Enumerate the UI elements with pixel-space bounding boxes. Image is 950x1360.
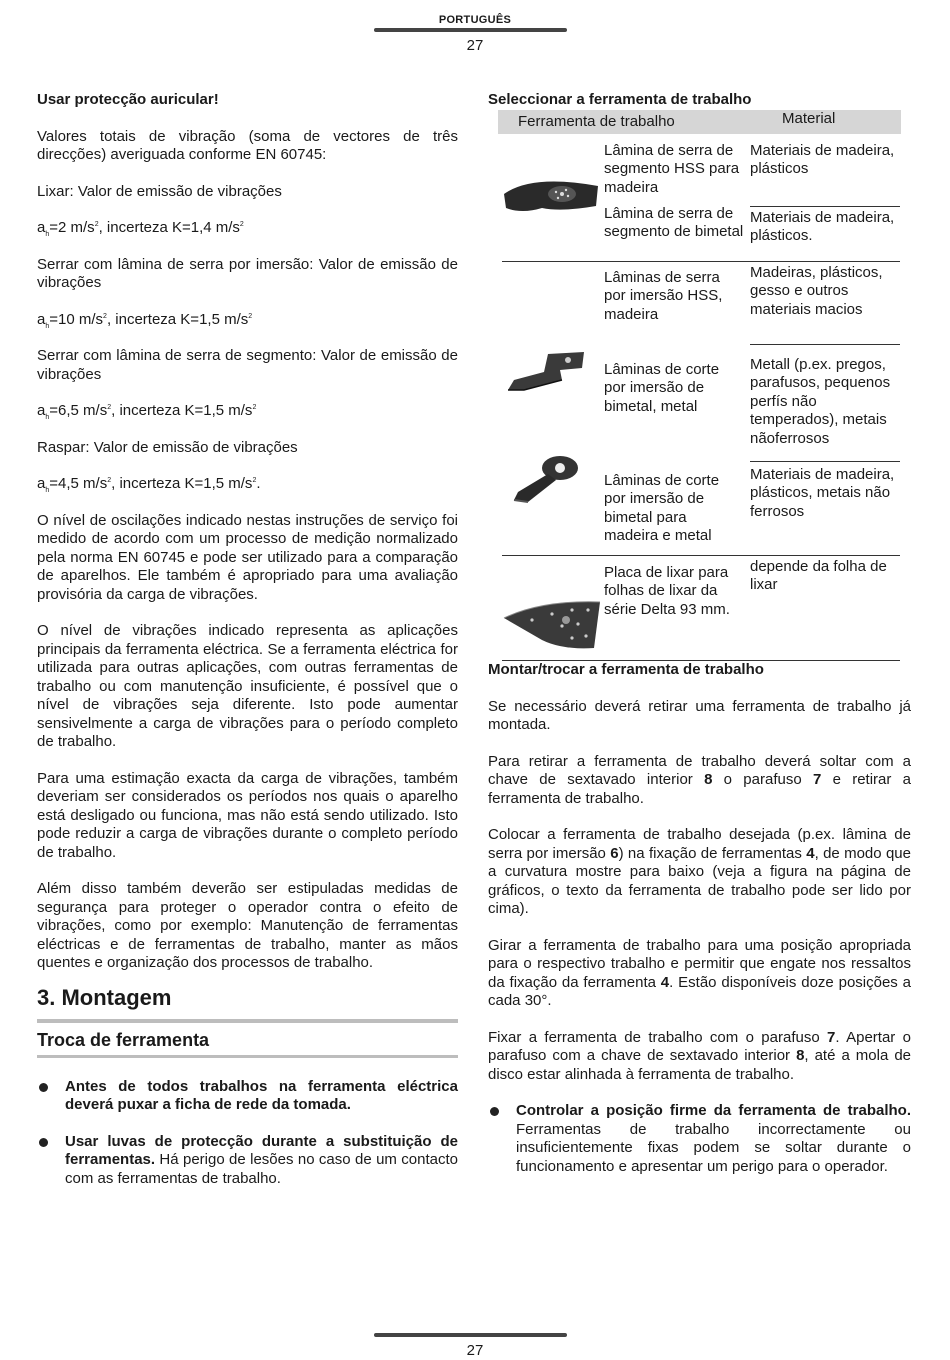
bullet-unplug: Antes de todos trabalhos na ferramenta eléctrica deverá puxar a ficha de rede da tomada. <box>37 1078 458 1115</box>
delta-sanding-plate-icon <box>502 596 602 652</box>
table-row-divider <box>750 206 900 207</box>
plunge-blade-hss-icon <box>504 350 588 396</box>
table-row-divider <box>750 344 900 345</box>
mount-section <box>488 661 911 1194</box>
tool-table <box>502 134 898 674</box>
subsection-rule <box>37 1055 458 1058</box>
header-rule <box>374 28 567 32</box>
vibration-intro: Valores totais de vibração (soma de vectores de três direcções) averiguada conforme EN 60745: <box>37 127 458 163</box>
bullet-dot-icon <box>39 1083 48 1092</box>
col-material-header: Material <box>782 109 836 127</box>
table-header <box>498 110 901 134</box>
mount-para-4: Girar a ferramenta de trabalho para uma posição apropriada para o respectivo trabalho e permitir que engate nos ressaltos da fixação da ferramenta 4. Estão disponíveis doze posições a cada 30°. <box>488 936 911 1009</box>
mount-para-2: Para retirar a ferramenta de trabalho deverá soltar com a chave de sextavado interior 8 o parafuso 7 e retirar a ferramenta de trabalho. <box>488 752 912 807</box>
paragraph-estimation: Para uma estimação exacta da carga de vibrações, também deveriam ser considerados os períodos nos quais o aparelho está desligado ou funciona, mas não está sendo utilizado. Isto pode reduzir a carga de vibrações durante o completo período de trabalho. <box>37 769 458 861</box>
bullet-dot-icon <box>490 1107 499 1116</box>
round-segment-blade-icon <box>502 178 600 222</box>
mount-title: Montar/trocar a ferramenta de trabalho <box>488 661 764 678</box>
table-row-divider <box>502 261 900 262</box>
material-cell: Materiais de madeira, plásticos. <box>750 208 895 244</box>
sanding-values: $a_h=2$ $m/s^2$, incerteza K=1,4 $m/s^2$ <box>37 219 244 238</box>
sanding-label: Lixar: Valor de emissão de vibrações <box>37 182 282 200</box>
mount-para-1: Se necessário deverá retirar uma ferramenta de trabalho já montada. <box>488 697 911 733</box>
material-cell: Materiais de madeira, plásticos <box>750 141 895 177</box>
table-title: Seleccionar a ferramenta de trabalho <box>488 91 752 108</box>
tool-cell: Lâminas de corte por imersão de bimetal, metal <box>604 360 720 415</box>
material-cell: Materiais de madeira, plásticos, metais não ferrosos <box>750 465 895 520</box>
bullet-check-tool: Controlar a posição firme da ferramenta de trabalho. Ferramentas de trabalho incorrectamente ou insuficientemente fixas podem se soltar durante o funcionamento e apresentar um perigo para o operador. <box>488 1102 911 1176</box>
plunge-values: $a_h=10$ $m/s^2$, incerteza K=1,5 $m/s^2$ <box>37 310 253 330</box>
header-language: PORTUGUÊS <box>438 14 512 26</box>
page-number-top: 27 <box>466 37 484 54</box>
tool-cell: Lâmina de serra de segmento HSS para madeira <box>604 141 740 196</box>
material-cell: depende da folha de lixar <box>750 557 887 593</box>
plunge-label: Serrar com lâmina de serra por imersão: Valor de emissão de vibrações <box>37 255 458 291</box>
section-title: 3. Montagem <box>37 984 172 1010</box>
plunge-blade-bimetal-icon <box>508 452 582 508</box>
page-number-bottom: 27 <box>466 1342 484 1359</box>
tool-cell: Lâmina de serra de segmento de bimetal <box>604 204 744 240</box>
tool-cell: Lâminas de serra por imersão HSS, madeira <box>604 268 723 323</box>
table-row-divider <box>502 555 900 556</box>
mount-para-5: Fixar a ferramenta de trabalho com o parafuso 7. Apertar o parafuso com a chave de sextavado interior 8, até a mola de disco estar alinhada à ferramenta de trabalho. <box>488 1028 911 1083</box>
subsection-title: Troca de ferramenta <box>37 1029 210 1050</box>
footer-rule <box>374 1333 567 1337</box>
right-column <box>488 91 912 1175</box>
mount-para-3: Colocar a ferramenta de trabalho desejada (p.ex. lâmina de serra por imersão 6) na fixação de ferramentas 4, de modo que a curvatura mostre para baixo (veja a figura na página de gráficos, o texto da ferramenta de trabalho pode ser lido por cima). <box>488 826 911 917</box>
segment-label: Serrar com lâmina de serra de segmento: Valor de emissão de vibrações <box>37 347 458 383</box>
bullet-gloves: Usar luvas de protecção durante a substituição de ferramentas. Há perigo de lesões no caso de um contacto com as ferramentas de trabalho. <box>37 1133 458 1189</box>
scrape-label: Raspar: Valor de emissão de vibrações <box>37 438 298 456</box>
paragraph-measurement: O nível de oscilações indicado nestas instruções de serviço foi medido de acordo com um processo de medição normalizado pela norma EN 60745 e pode ser utilizado para a comparação de aparelhos. Ele também é apropriado para uma avaliação provisória da carga de vibrações. <box>37 511 458 603</box>
col-tool-header: Ferramenta de trabalho <box>518 112 675 130</box>
material-cell: Madeiras, plásticos, gesso e outros materiais macios <box>750 263 883 318</box>
ear-protection-heading: Usar protecção auricular! <box>37 91 219 108</box>
bullet-dot-icon <box>39 1138 48 1147</box>
tool-cell: Placa de lixar para folhas de lixar da série Delta 93 mm. <box>604 563 730 618</box>
material-cell: Metall (p.ex. pregos, parafusos, pequenos perfís não temperados), metais nãoferrosos <box>750 355 891 447</box>
paragraph-applications: O nível de vibrações indicado representa as aplicações principais da ferramenta eléctrica. Se a ferramenta eléctrica for utilizada para outras aplicações, com outras ferramentas de trabalho ou com manutenção insuficiente, é possível que o nível de vibrações seja diferente. Isto pode aumentar sensivelmente a carga de vibrações para o período completo de trabalho. <box>37 622 458 750</box>
scrape-values: $a_h=4,5$ $m/s^2$, incerteza K=1,5 $m/s^2$. <box>37 475 261 494</box>
section-rule <box>37 1019 458 1023</box>
table-row-divider <box>750 461 900 462</box>
left-column <box>37 91 458 1206</box>
paragraph-safety: Além disso também deverão ser estipuladas medidas de segurança para proteger o operador contra o efeito de vibrações, como por exemplo: Manutenção de ferramentas eléctricas e de ferramentas de trabalho, manter as mãos quentes e organização dos processos de trabalho. <box>37 880 458 971</box>
segment-values: $a_h=6,5$ $m/s^2$, incerteza K=1,5 $m/s^2$ <box>37 402 257 421</box>
tool-cell: Lâminas de corte por imersão de bimetal para madeira e metal <box>604 471 720 544</box>
